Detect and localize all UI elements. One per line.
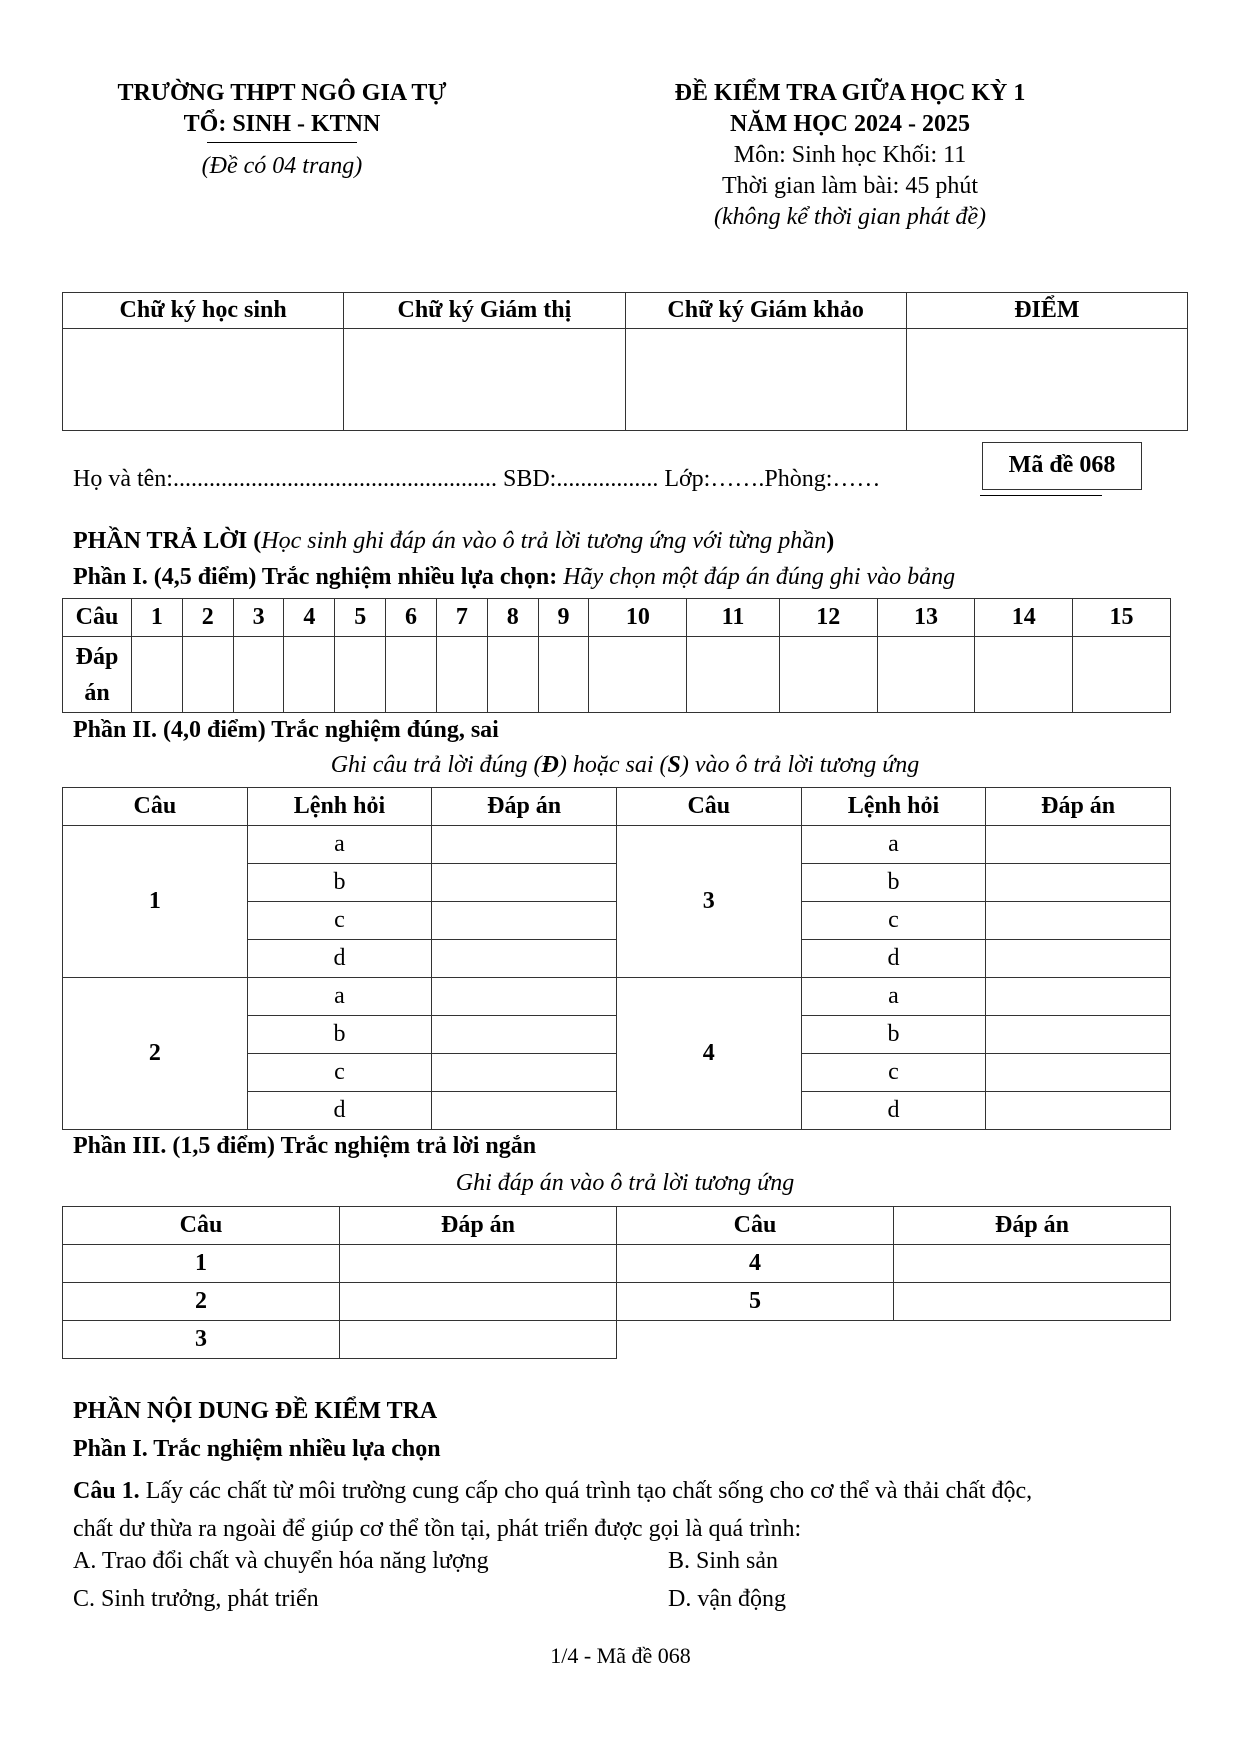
part1-question-number: 10: [589, 599, 687, 637]
subject-line: Môn: Sinh học Khối: 11: [733, 142, 967, 168]
part3-instructions: Ghi đáp án vào ô trả lời tương ứng: [455, 1170, 795, 1196]
part2-header-answer-left: Đáp án: [432, 788, 617, 826]
part2-answer-cell[interactable]: [986, 1092, 1171, 1130]
part2-question-number: 2: [63, 978, 248, 1130]
part1-title: [73, 564, 955, 591]
part2-prompt-label: d: [801, 940, 986, 978]
part2-answer-cell[interactable]: [432, 940, 617, 978]
part2-prompt-label: c: [247, 902, 432, 940]
answer-title-italic: Học sinh ghi đáp án vào ô trả lời tương ứng với từng phần: [261, 528, 827, 554]
part1-answer-cell[interactable]: [1073, 637, 1171, 713]
part1-answer-cell[interactable]: [487, 637, 538, 713]
part1-title-bold: Phần I. (4,5 điểm) Trắc nghiệm nhiều lựa chọn:: [73, 564, 558, 590]
part1-row-header: Câu: [63, 599, 132, 637]
part1-answer-cell[interactable]: [877, 637, 975, 713]
part3-question-number: 3: [63, 1321, 340, 1359]
department-name: TỔ: SINH - KTNN: [183, 111, 381, 137]
part1-answer-row: [63, 637, 1171, 713]
signature-cell-proctor[interactable]: [344, 329, 625, 431]
part1-answer-cell[interactable]: [436, 637, 487, 713]
part3-answer-cell[interactable]: [340, 1321, 617, 1359]
exam-code: Mã đề 068: [1008, 452, 1116, 478]
part1-question-number: 4: [284, 599, 335, 637]
school-name: TRƯỜNG THPT NGÔ GIA TỰ: [117, 80, 447, 106]
part3-question-number: 4: [617, 1245, 894, 1283]
student-info-text: Họ và tên:...................................................... SBD:................. Lớp:…….Phòng:……: [73, 466, 881, 492]
school-header: [62, 78, 502, 182]
part3-header-question-right: Câu: [617, 1207, 894, 1245]
part1-title-italic: Hãy chọn một đáp án đúng ghi vào bảng: [557, 564, 956, 590]
student-info-line: [73, 466, 880, 493]
part2-answer-cell[interactable]: [432, 826, 617, 864]
part2-instr-b: ) hoặc sai (: [558, 752, 668, 778]
part1-answer-cell[interactable]: [589, 637, 687, 713]
part3-answer-cell[interactable]: [340, 1283, 617, 1321]
part2-answer-cell[interactable]: [432, 1054, 617, 1092]
part3-question-number: 5: [617, 1283, 894, 1321]
answer-header-line-1: Đáp: [75, 643, 119, 670]
part2-answer-cell[interactable]: [986, 826, 1171, 864]
part2-row: [63, 978, 1171, 1016]
part2-question-number: 1: [63, 826, 248, 978]
answer-header-line-2: án: [84, 679, 110, 706]
part3-answer-cell[interactable]: [894, 1283, 1171, 1321]
signature-cell-student[interactable]: [63, 329, 344, 431]
part2-answer-cell[interactable]: [432, 1092, 617, 1130]
part2-prompt-label: a: [801, 826, 986, 864]
signature-header-examiner: Chữ ký Giám khảo: [625, 293, 906, 329]
exam-code-box: [982, 442, 1142, 490]
part2-answer-cell[interactable]: [986, 864, 1171, 902]
part2-prompt-label: b: [801, 1016, 986, 1054]
part2-answer-cell[interactable]: [986, 940, 1171, 978]
question-1-line-1: [73, 1472, 1183, 1510]
question-1-text-1: Lấy các chất từ môi trường cung cấp cho quá trình tạo chất sống cho cơ thể và thải chất độc,: [139, 1478, 1033, 1504]
part2-prompt-label: b: [801, 864, 986, 902]
part1-question-number: 14: [975, 599, 1073, 637]
signature-cell-examiner[interactable]: [625, 329, 906, 431]
part1-question-number: 1: [132, 599, 183, 637]
part2-answer-cell[interactable]: [432, 1016, 617, 1054]
part2-instr-a: Ghi câu trả lời đúng (: [330, 752, 542, 778]
part2-answer-table: [62, 787, 1171, 1130]
part1-answer-cell[interactable]: [335, 637, 386, 713]
question-1-option-d[interactable]: D. vận động: [668, 1586, 786, 1612]
signature-header-proctor: Chữ ký Giám thị: [344, 293, 625, 329]
part1-answer-cell[interactable]: [132, 637, 183, 713]
part3-header-answer-right: Đáp án: [894, 1207, 1171, 1245]
part1-question-number: 13: [877, 599, 975, 637]
part2-instr-c: ) vào ô trả lời tương ứng: [680, 752, 920, 778]
part1-question-number: 15: [1073, 599, 1171, 637]
duration-note: (không kể thời gian phát đề): [713, 204, 987, 230]
part2-prompt-label: c: [801, 902, 986, 940]
signature-header-student: Chữ ký học sinh: [63, 293, 344, 329]
part2-instr-s: S: [667, 752, 681, 778]
part3-header-answer-left: Đáp án: [340, 1207, 617, 1245]
part1-question-number: 5: [335, 599, 386, 637]
part1-answer-cell[interactable]: [975, 637, 1073, 713]
part2-header-prompt-right: Lệnh hỏi: [801, 788, 986, 826]
part1-answer-header: [63, 637, 132, 713]
part1-question-number: 6: [386, 599, 437, 637]
part1-question-number: 9: [538, 599, 589, 637]
question-1-option-a[interactable]: A. Trao đổi chất và chuyển hóa năng lượng: [73, 1548, 489, 1574]
part1-answer-cell[interactable]: [687, 637, 780, 713]
part2-answer-cell[interactable]: [432, 978, 617, 1016]
part2-answer-cell[interactable]: [432, 864, 617, 902]
part1-number-row: [63, 599, 1171, 637]
part2-prompt-label: b: [247, 1016, 432, 1054]
part2-row: [63, 826, 1171, 864]
part2-prompt-label: b: [247, 864, 432, 902]
question-1-line-2: chất dư thừa ra ngoài để giúp cơ thể tồn tại, phát triển được gọi là quá trình:: [73, 1516, 802, 1542]
part2-prompt-label: d: [247, 1092, 432, 1130]
part1-answer-cell[interactable]: [538, 637, 589, 713]
part2-answer-cell[interactable]: [432, 902, 617, 940]
part3-answer-cell[interactable]: [894, 1245, 1171, 1283]
part2-instr-d: Đ: [541, 752, 559, 778]
part2-prompt-label: d: [247, 940, 432, 978]
part3-row: [63, 1321, 1171, 1359]
part2-prompt-label: a: [801, 978, 986, 1016]
exam-title: ĐỀ KIỂM TRA GIỮA HỌC KỲ 1: [674, 80, 1026, 106]
part3-answer-table: [62, 1206, 1171, 1359]
content-section-title: PHẦN NỘI DUNG ĐỀ KIỂM TRA: [73, 1398, 438, 1424]
answer-title-bold: PHẦN TRẢ LỜI (: [73, 528, 262, 554]
part3-question-number: 2: [63, 1283, 340, 1321]
part2-prompt-label: a: [247, 978, 432, 1016]
part2-question-number: 3: [616, 826, 801, 978]
question-1-label: Câu 1.: [73, 1478, 140, 1504]
part2-header-question-right: Câu: [616, 788, 801, 826]
part1-answer-cell[interactable]: [182, 637, 233, 713]
part1-answer-cell[interactable]: [386, 637, 437, 713]
info-underline: [980, 495, 1102, 496]
part2-title: Phần II. (4,0 điểm) Trắc nghiệm đúng, sai: [73, 717, 499, 743]
part3-row: [63, 1245, 1171, 1283]
part2-question-number: 4: [616, 978, 801, 1130]
part1-question-number: 8: [487, 599, 538, 637]
part3-question-number: 1: [63, 1245, 340, 1283]
answer-section-title: [73, 528, 834, 555]
pages-note: (Đề có 04 trang): [201, 153, 363, 179]
part2-prompt-label: a: [247, 826, 432, 864]
answer-title-end: ): [826, 528, 835, 554]
signature-table: [62, 292, 1188, 431]
part3-title: Phần III. (1,5 điểm) Trắc nghiệm trả lời ngắn: [73, 1133, 537, 1159]
part2-answer-cell[interactable]: [986, 1016, 1171, 1054]
part1-answer-cell[interactable]: [284, 637, 335, 713]
exam-header: [595, 78, 1105, 233]
signature-header-score: ĐIỂM: [906, 293, 1187, 329]
part1-question-number: 12: [779, 599, 877, 637]
part2-header-question-left: Câu: [63, 788, 248, 826]
part1-answer-cell[interactable]: [779, 637, 877, 713]
score-cell[interactable]: [906, 329, 1187, 431]
part1-question-number: 3: [233, 599, 284, 637]
part2-answer-cell[interactable]: [986, 902, 1171, 940]
part2-header-answer-right: Đáp án: [986, 788, 1171, 826]
part1-answer-table: [62, 598, 1171, 713]
question-1: [73, 1472, 1183, 1548]
header-divider: [207, 142, 357, 143]
content-part1-title: Phần I. Trắc nghiệm nhiều lựa chọn: [73, 1436, 441, 1462]
duration-line: Thời gian làm bài: 45 phút: [722, 173, 978, 199]
part2-answer-cell[interactable]: [986, 1054, 1171, 1092]
part2-prompt-label: c: [801, 1054, 986, 1092]
page-footer: 1/4 - Mã đề 068: [550, 1643, 691, 1668]
part3-empty-area: [617, 1321, 1171, 1359]
part2-header-prompt-left: Lệnh hỏi: [247, 788, 432, 826]
school-year: NĂM HỌC 2024 - 2025: [730, 111, 970, 137]
part2-prompt-label: d: [801, 1092, 986, 1130]
part2-answer-cell[interactable]: [986, 978, 1171, 1016]
part2-prompt-label: c: [247, 1054, 432, 1092]
part1-answer-cell[interactable]: [233, 637, 284, 713]
part1-question-number: 7: [436, 599, 487, 637]
part1-question-number: 2: [182, 599, 233, 637]
part2-instructions: [62, 752, 1188, 779]
part3-header-question-left: Câu: [63, 1207, 340, 1245]
question-1-option-b[interactable]: B. Sinh sản: [668, 1548, 779, 1574]
question-1-option-c[interactable]: C. Sinh trưởng, phát triển: [73, 1586, 319, 1612]
part1-question-number: 11: [687, 599, 780, 637]
part3-answer-cell[interactable]: [340, 1245, 617, 1283]
part3-row: [63, 1283, 1171, 1321]
